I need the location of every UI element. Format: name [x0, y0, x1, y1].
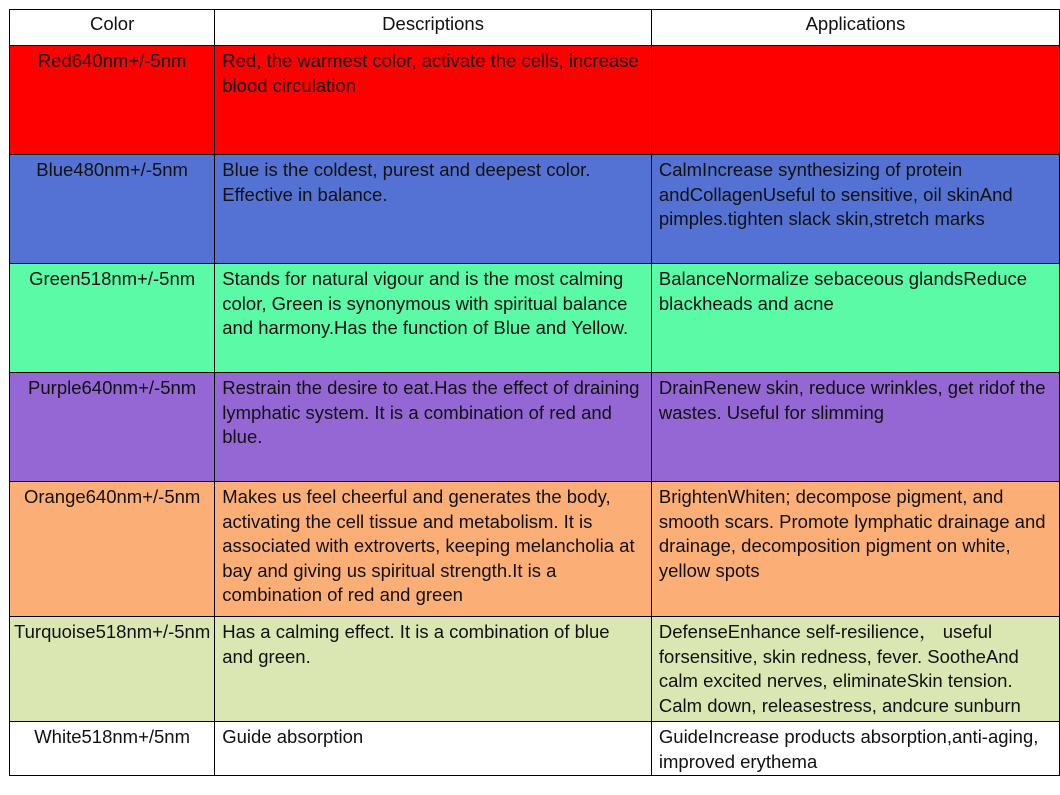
description-cell: Blue is the coldest, purest and deepest color. Effective in balance. — [215, 155, 652, 264]
application-cell — [651, 46, 1059, 155]
color-cell: White518nm+/5nm — [10, 722, 215, 776]
application-cell: BalanceNormalize sebaceous glandsReduce blackheads and acne — [651, 264, 1059, 373]
table-row-orange — [10, 482, 1060, 617]
description-cell: Restrain the desire to eat.Has the effect of draining lymphatic system. It is a combination of red and blue. — [215, 373, 652, 482]
application-cell: CalmIncrease synthesizing of protein andCollagenUseful to sensitive, oil skinAnd pimples.tighten slack skin,stretch marks — [651, 155, 1059, 264]
table-row-purple — [10, 373, 1060, 482]
color-cell: Purple640nm+/-5nm — [10, 373, 215, 482]
color-cell: Green518nm+/-5nm — [10, 264, 215, 373]
application-cell: GuideIncrease products absorption,anti-aging, improved erythema — [651, 722, 1059, 776]
header-row — [10, 10, 1060, 46]
application-cell: DefenseEnhance self-resilience， useful forsensitive, skin redness, fever. SootheAnd calm excited nerves, eliminateSkin tension. Calm down, releasestress, andcure sunburn — [651, 617, 1059, 722]
table-row-turquoise — [10, 617, 1060, 722]
description-cell: Makes us feel cheerful and generates the body, activating the cell tissue and metabolism. It is associated with extroverts, keeping melancholia at bay and giving us spiritual strength.It is a combination of red and green — [215, 482, 652, 617]
color-cell: Blue480nm+/-5nm — [10, 155, 215, 264]
description-cell: Guide absorption — [215, 722, 652, 776]
header-applications: Applications — [651, 10, 1059, 46]
table-row-red — [10, 46, 1060, 155]
description-cell: Has a calming effect. It is a combination of blue and green. — [215, 617, 652, 722]
color-cell: Turquoise518nm+/-5nm — [10, 617, 215, 722]
color-light-table — [9, 9, 1060, 776]
table-row-white — [10, 722, 1060, 776]
table-row-green — [10, 264, 1060, 373]
application-cell: BrightenWhiten; decompose pigment, and smooth scars. Promote lymphatic drainage and drainage, decomposition pigment on white, yellow spots — [651, 482, 1059, 617]
color-cell: Orange640nm+/-5nm — [10, 482, 215, 617]
header-color: Color — [10, 10, 215, 46]
header-descriptions: Descriptions — [215, 10, 652, 46]
description-cell: Red, the warmest color, activate the cells, increase blood circulation — [215, 46, 652, 155]
application-cell: DrainRenew skin, reduce wrinkles, get ridof the wastes. Useful for slimming — [651, 373, 1059, 482]
table-row-blue — [10, 155, 1060, 264]
description-cell: Stands for natural vigour and is the most calming color, Green is synonymous with spiritual balance and harmony.Has the function of Blue and Yellow. — [215, 264, 652, 373]
color-cell: Red640nm+/-5nm — [10, 46, 215, 155]
